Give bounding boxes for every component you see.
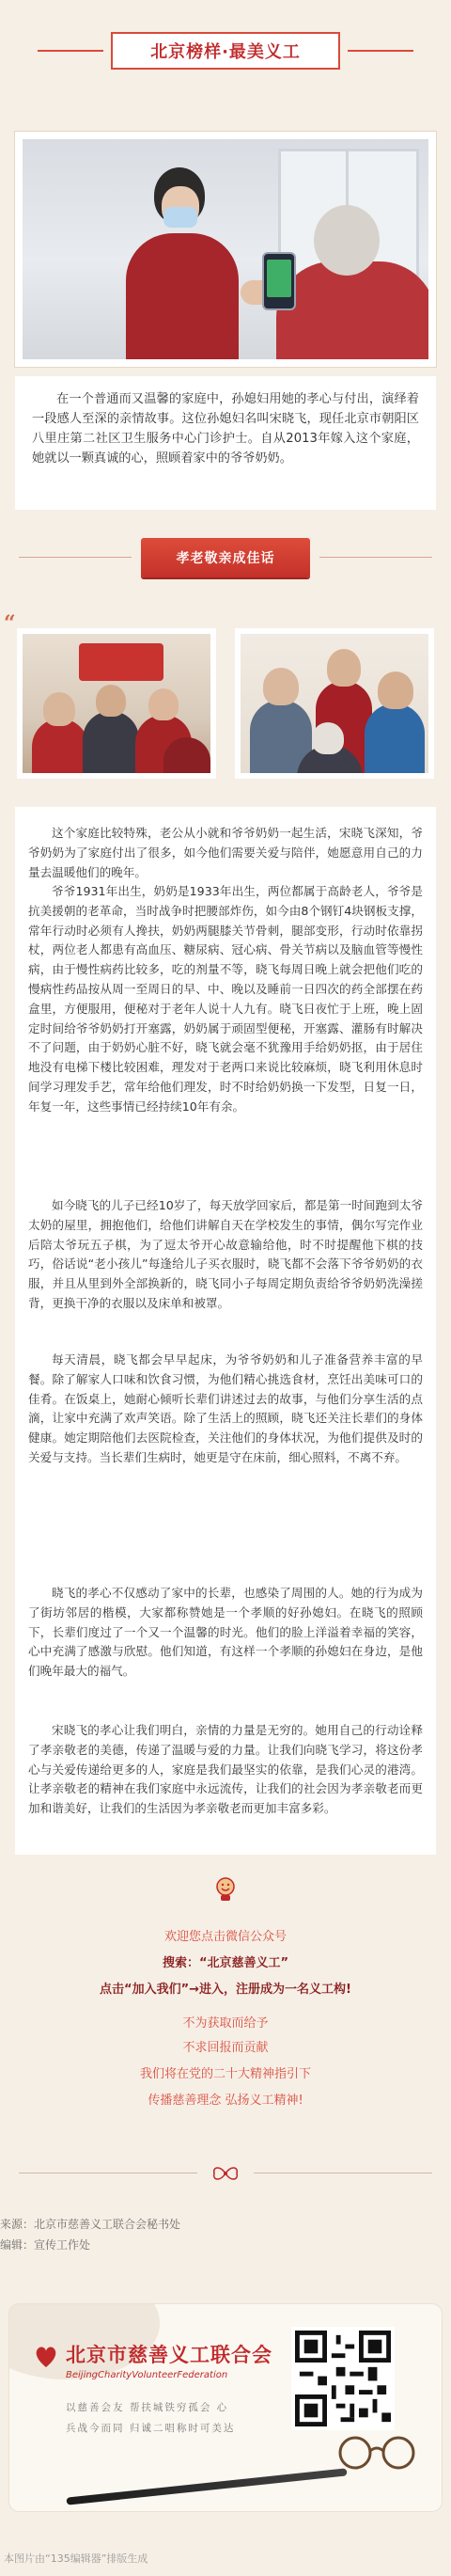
person-head	[378, 672, 413, 709]
article-paragraph: 每天清晨，晓飞都会早早起床，为爷爷奶奶和儿子准备营养丰富的早餐。除了解家人口味和饮食习惯，为他们精心挑选食材，烹饪出美味可口的佳肴。在饭桌上，她耐心倾听长辈们讲述过去的故事，与他们分享生活的点滴，让家中充满了欢声笑语。除了生活上的照顾，晓飞还关注长辈们的身体健康。她定期陪他们去医院检查，关注他们的身体状况，为他们提供及时的关爱与支持。当长辈们生病时，她更是守在床前，细心照料，不离不弃。	[28, 1352, 423, 1464]
section-title-pill	[141, 538, 310, 577]
search-account-name[interactable]: “北京慈善义工”	[198, 1956, 289, 1970]
smiley-icon	[212, 1875, 239, 1902]
calligraphy-line: 兵战今而同 归诚二唱称时可美达	[66, 2423, 236, 2434]
quote-mark-icon: “	[4, 611, 16, 636]
person-torso	[163, 737, 210, 779]
header	[0, 0, 451, 113]
person-torso	[365, 703, 425, 779]
source-label: 来源：	[0, 2218, 35, 2231]
editor-credit: 本图片由“135编辑器”排版生成	[4, 2552, 148, 2565]
section-line-left	[19, 557, 132, 558]
source-value: 北京市慈善义工联合会秘书处	[34, 2218, 181, 2231]
family-photo-1	[17, 628, 216, 779]
person-head	[43, 692, 75, 726]
person-head	[312, 722, 344, 754]
header-title-box	[111, 32, 340, 70]
slogan-line: 传播慈善理念 弘扬义工精神!	[148, 2094, 303, 2108]
red-decoration	[79, 643, 163, 681]
nurse-figure	[126, 167, 229, 367]
person-torso	[32, 719, 88, 779]
bow-icon	[210, 2165, 241, 2182]
family-photo-2	[235, 628, 434, 779]
source-line	[0, 2216, 180, 2232]
slogan-line: 不求回报而贡献	[182, 2041, 269, 2055]
header-line-left	[38, 50, 103, 52]
editor-label: 编辑：	[0, 2238, 35, 2252]
person-head	[148, 688, 179, 720]
person-head	[327, 649, 361, 687]
editor-value: 宣传工作处	[34, 2238, 91, 2252]
article-paragraph: 如今晓飞的儿子已经10岁了，每天放学回家后，都是第一时间跑到太爷太奶的屋里，拥抱他们，给他们讲解自天在学校发生的事情，偶尔写完作业后陪太爷玩五子棋，为了逗太爷开心故意输给他，时不时提醒他下棋的技巧，俗话说“老小孩儿”每逢给儿子买衣服时，晓飞都不会落下爷爷奶奶的衣服，并且从里到外全部换新的，晓飞同小子每周定期负责给爷爷奶奶洗澡搓背，更换干净的衣服以及床单和被罩。	[28, 1198, 423, 1310]
calligraphy-line: 以慈善会友 帮扶城铁穷孤会 心	[66, 2402, 229, 2413]
welcome-text: 欢迎您点击微信公众号	[163, 1930, 287, 1944]
slogan-line: 我们将在党的二十大精神指引下	[139, 2067, 311, 2081]
article-paragraph: 爷爷1931年出生，奶奶是1933年出生，两位都属于高龄老人，爷爷是抗美援朝的老革命，当时战争时把腰部炸伤，如今由8个钢钉4块钢板支撑，常年行动时必须有人搀扶，奶奶两腿膝关节骨刺，腿部变形，行动时依靠拐杖，两位老人都患有高血压、糖尿病、冠心病、骨关节病以及脑血管等慢性病，由于慢性病药比较多，吃的剂量不等，晓飞每周日晚上就会把他们吃的慢病性药品按从周一至周日的早、中、晚以及睡前一日四次的药全部摆在药盒里，方便服用，便秘对于老年人说十人九有。晓飞日夜忙于上班，晚上固定时间给爷爷奶奶打开塞露，奶奶属于顽固型便秘，开塞露、灌肠有时解决不了问题，由于奶奶心脏不好，晓飞就会毫不犹豫用手给奶奶抠，由于居住地没有电梯下楼比较困难，理发对于老两口来说比较麻烦，晓飞利用休息时间学习理发手艺，常年给他们理发，时不时给奶奶换一下发型，日复一日，年复一年，这些事情已经持续10年有余。	[28, 884, 423, 1114]
section-title: 孝老敬亲成佳话	[176, 551, 275, 566]
heart-hands-logo-icon	[32, 2342, 60, 2370]
pen-graphic	[66, 2468, 347, 2505]
search-line	[0, 1952, 451, 1970]
glasses-icon	[331, 2426, 425, 2473]
editor-line	[0, 2236, 90, 2252]
article-body	[15, 807, 436, 1855]
grandmother-figure	[276, 205, 427, 367]
section-header	[0, 534, 451, 581]
page-title: 北京榜样·最美义工	[150, 42, 301, 62]
organization-card	[9, 2304, 442, 2511]
section-line-right	[319, 557, 432, 558]
article-paragraph: 这个家庭比较特殊，老公从小就和爷爷奶奶一起生活，宋晓飞深知，爷爷奶奶为了家庭付出了很多，如今他们需要关爱与陪伴，她愿意用自己的力量去温暖他们的晚年。	[28, 826, 423, 879]
join-instruction: 点击“加入我们”→进入，注册成为一名义工构!	[100, 1983, 351, 1997]
search-prefix: 搜索：	[162, 1956, 199, 1970]
intro-box	[15, 376, 436, 510]
person-torso	[83, 711, 139, 779]
organization-name: 北京市慈善义工联合会	[66, 2344, 272, 2366]
person-head	[263, 668, 299, 705]
qr-code-icon[interactable]	[291, 2327, 395, 2430]
intro-text: 在一个普通而又温馨的家庭中，孙媳妇用她的孝心与付出，演绎着一段感人至深的亲情故事。这位孙媳妇名叫宋晓飞，现任北京市朝阳区八里庄第二社区卫生服务中心门诊护士。自从2013年嫁入这个家庭，她就以一颗真诚的心，照顾着家中的爷爷奶奶。	[32, 392, 419, 466]
organization-english-name: BeijingCharityVolunteerFederation	[66, 2370, 228, 2380]
article-paragraph: 宋晓飞的孝心让我们明白，亲情的力量是无穷的。她用自己的行动诠释了孝亲敬老的美德，传递了温暖与爱的力量。让我们向晓飞学习，将这份孝心与关爱传递给更多的人，家庭是我们最坚实的依靠，是我们心灵的港湾。让孝亲敬老的精神在我们家庭中永远流传，让我们的社会因为孝亲敬老而更加和谐美好，让我们的生活因为孝亲敬老而更加丰富多彩。	[28, 1723, 423, 1816]
person-head	[96, 685, 126, 717]
phone-graphic	[262, 252, 296, 310]
header-line-right	[348, 50, 413, 52]
hero-photo	[15, 132, 436, 367]
article-paragraph: 晓飞的孝心不仅感动了家中的长辈，也感染了周围的人。她的行为成为了街坊邻居的楷模，大家都称赞她是一个孝顺的好孙媳妇。在晓飞的照顾下，长辈们度过了一个又一个温馨的时光。他们的脸上洋溢着幸福的笑容，心中充满了感激与欣慰。他们知道，有这样一个孝顺的孙媳妇在身边，是他们晚年最大的福气。	[28, 1586, 423, 1679]
slogan-line: 不为获取而给予	[182, 2016, 269, 2031]
